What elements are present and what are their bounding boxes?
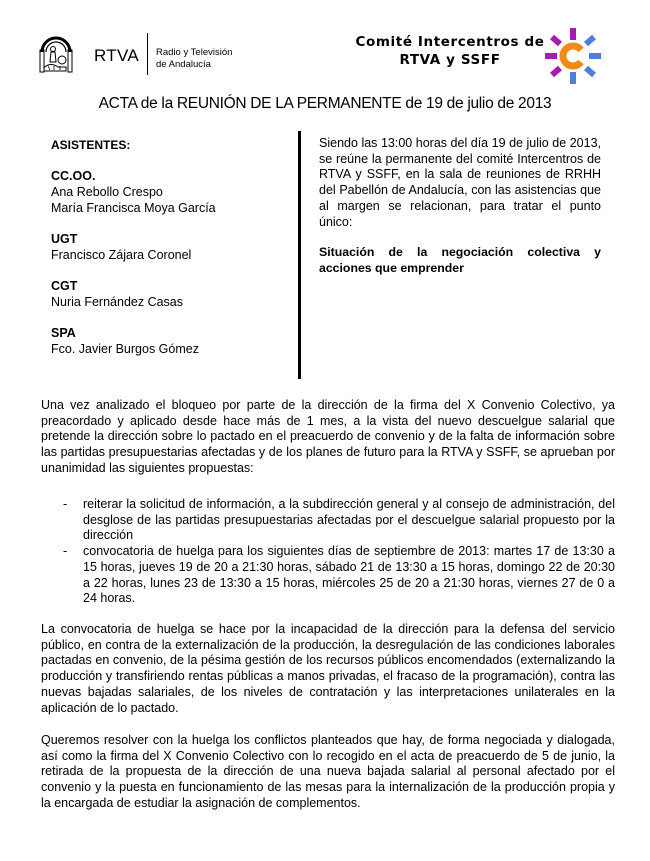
column-divider: [298, 131, 301, 379]
attendees-heading: ASISTENTES:: [51, 138, 131, 152]
canal-sur-sun-c-icon: [543, 26, 603, 86]
junta-de-andalucia-crest-icon: [38, 30, 74, 74]
rtva-subtitle-line2: de Andalucía: [156, 59, 211, 70]
comite-title-line1: Comité Intercentros de: [355, 34, 545, 50]
comite-title-line2: RTVA y SSFF: [399, 52, 501, 68]
paragraph-goals: Queremos resolver con la huelga los conflictos planteados que hay, de forma negociada y dialogada, así como la firma del X Convenio Colectivo con lo recogido en el acta de preacuerdo de 5 de junio, la retirada de la propuesta de la dirección de una nueva bajada salarial al personal afectado por el convenio y la puesta en funcionamiento de las mesas para la internalización de la producción propia y la encargada de estudiar la asignación de complementos.: [41, 733, 615, 810]
list-bullet: -: [63, 497, 68, 511]
attendee-org: UGT: [51, 232, 78, 246]
attendee-group: [51, 278, 291, 310]
attendee-name: Fco. Javier Burgos Gómez: [51, 342, 199, 356]
agenda-topic: Situación de la negociación colectiva y acciones que emprender: [319, 245, 601, 275]
attendee-org: CGT: [51, 279, 78, 293]
attendee-org: SPA: [51, 326, 76, 340]
attendees-panel: [51, 137, 291, 372]
proposals-list: [41, 497, 615, 607]
proposal-item: [41, 497, 615, 544]
attendee-group: [51, 168, 291, 216]
attendee-name: Ana Rebollo Crespo: [51, 185, 163, 199]
document-title: ACTA de la REUNIÓN DE LA PERMANENTE de 19 de julio de 2013: [98, 95, 552, 112]
paragraph-strike-reasons: La convocatoria de huelga se hace por la incapacidad de la dirección para la defensa del servicio público, en contra de la externalización de la producción, la desregulación de las condiciones laborales pactadas en convenio, de la pésima gestión de los recursos públicos encomendados (externalizando la producción y transfiriendo rentas públicas a manos privadas, el fracaso de la programación), contra las nuevas bajadas salariales, de los niveles de contratación y las interpretaciones unilaterales en la aplicación de lo pactado.: [41, 622, 615, 715]
proposal-item: [41, 544, 615, 607]
attendee-name: Francisco Zájara Coronel: [51, 248, 192, 262]
paragraph-context: Una vez analizado el bloqueo por parte de la dirección de la firma del X Convenio Colectivo, ya preacordado y aplicado desde hace más de 1 mes, a la vista del nuevo descuelgue salarial que pretende la dirección sobre lo pactado en el preacuerdo de convenio y de la falta de información sobre las partidas presupuestarias afectadas y de los planes de futuro para la RTVA y SSFF, se aprueban por unanimidad las siguientes propuestas:: [41, 398, 615, 475]
proposal-text: reiterar la solicitud de información, a la subdirección general y al consejo de administración, del desglose de las partidas presupuestarias afectadas por el descuelgue salarial propuesto por la dirección: [83, 497, 615, 543]
attendee-group: [51, 231, 291, 263]
meeting-intro: [319, 136, 601, 277]
rtva-logo-text: RTVA: [94, 46, 139, 65]
list-bullet: -: [63, 544, 68, 559]
rtva-logo-subtitle: [156, 47, 232, 71]
attendee-name: Nuria Fernández Casas: [51, 295, 184, 309]
document-header: [0, 0, 650, 90]
proposal-text: convocatoria de huelga para los siguientes días de septiembre de 2013: martes 17 de 13:30 a 15 horas, jueves 19 de 20 a 21:30 horas, sábado 21 de 13:30 a 15 horas, domingo 22 de 20:30 a 22 horas, lunes 23 de 13:30 a 15 horas, miércoles 25 de 20 a 21:30 horas, viernes 27 de 0 a 24 horas.: [83, 544, 615, 606]
attendee-group: [51, 325, 291, 357]
rtva-subtitle-line1: Radio y Televisión: [156, 47, 233, 58]
attendee-name: María Francisca Moya García: [51, 201, 216, 215]
attendee-org: CC.OO.: [51, 169, 96, 183]
intro-text: Siendo las 13:00 horas del día 19 de julio de 2013, se reúne la permanente del comité Intercentros de RTVA y SSFF, en la sala de reuniones de RRHH del Pabellón de Andalucía, con las asistencias que al margen se relacionan, para tratar el punto único:: [319, 136, 601, 229]
comite-title: [350, 33, 550, 69]
rtva-logo-divider: [147, 33, 148, 75]
